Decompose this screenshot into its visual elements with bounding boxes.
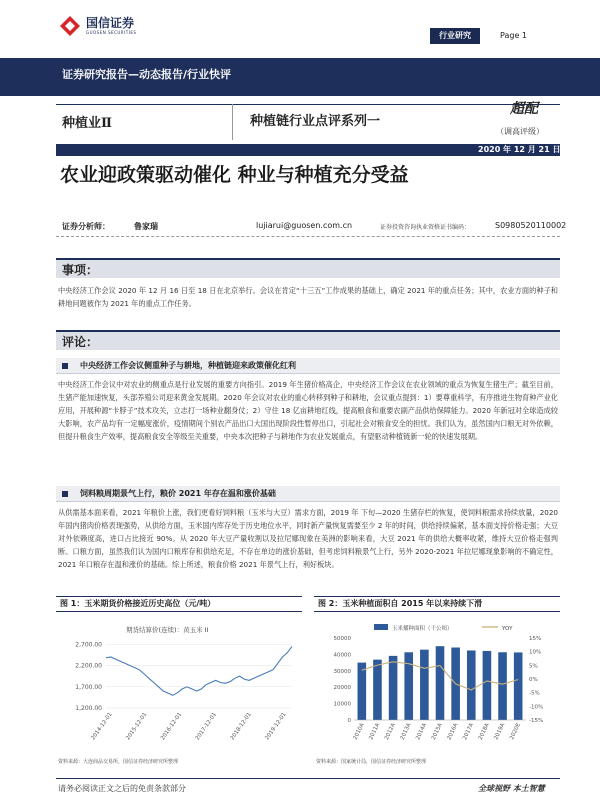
y-tick-label: 40000	[333, 652, 351, 659]
y2-tick-label: 5%	[529, 663, 538, 670]
logo-text: 国信证券	[86, 16, 135, 30]
chart-2-x-ticks	[353, 722, 523, 741]
bullet-square-icon	[62, 363, 68, 369]
bar	[467, 650, 476, 720]
x-tick-label: 2019A	[493, 722, 507, 741]
y2-tick-label: 15%	[529, 636, 542, 642]
bullet-square-icon	[62, 491, 68, 497]
legend-bar-label: 玉米播种面积（千公顷）	[392, 626, 453, 632]
series-title: 种植链行业点评系列一	[250, 114, 381, 129]
analyst-email[interactable]: lujiarui@guosen.com.cn	[256, 221, 353, 230]
y-tick-label: 50000	[333, 636, 351, 642]
chart-1-x-ticks	[90, 712, 287, 742]
section-title: 评论：	[62, 335, 99, 349]
y2-tick-label: 10%	[529, 649, 542, 656]
x-tick-label: 2014-12-01	[90, 711, 114, 742]
chart-1-gridlines	[106, 644, 292, 708]
y-tick-label: 1,700.00	[75, 683, 102, 691]
x-tick-label: 2010A	[352, 722, 366, 741]
x-tick-label: 2011A	[368, 722, 382, 741]
figure-2-label: 图 2：玉米种植面积自 2015 年以来持续下滑	[314, 596, 560, 612]
section-title: 事项：	[62, 263, 99, 277]
logo	[60, 14, 150, 40]
rating: 超配	[510, 101, 538, 117]
industry-name: 种植业Ⅱ	[62, 116, 112, 131]
figure-1-source: 资料来源：大连商品交易所，国信证券经济研究所整理	[58, 759, 179, 765]
x-tick-label: 2014A	[415, 722, 429, 741]
bar	[404, 652, 413, 720]
section-header-event	[56, 258, 560, 278]
logo-subtext: GUOSEN SECURITIES	[86, 30, 137, 35]
chart-1-title: 期货结算价(连续)：黄玉米 II	[126, 626, 209, 634]
bar	[498, 652, 507, 720]
footer-disclaimer: 请务必阅读正文之后的免责条款部分	[58, 784, 186, 793]
figure-2-chart	[314, 614, 560, 752]
x-tick-label: 2016A	[446, 722, 460, 741]
legend-bar-swatch	[374, 624, 388, 630]
page-title: 农业迎政策驱动催化 种业与种植充分受益	[60, 164, 409, 186]
y2-tick-label: -10%	[529, 704, 544, 711]
cert-label: 证券投资咨询执业资格证书编码：	[380, 224, 471, 231]
bar	[389, 656, 398, 720]
divider	[232, 104, 233, 140]
subsection-header	[56, 486, 560, 502]
subsection-header	[56, 358, 560, 374]
bar	[373, 660, 382, 720]
rating-note: （调高评级）	[496, 127, 544, 136]
figure-1-label: 图 1：玉米期货价格接近历史高位（元/吨）	[56, 596, 302, 612]
divider	[56, 104, 560, 105]
figure-2-source: 资料来源：国家统计局，国信证券经济研究所整理	[316, 759, 427, 765]
y-tick-label: 2,200.00	[75, 662, 102, 670]
y2-tick-label: -15%	[529, 718, 544, 724]
x-tick-label: 2018-12-01	[229, 711, 253, 742]
bar	[483, 651, 492, 720]
report-date: 2020 年 12 月 21 日	[478, 145, 561, 154]
footer-slogan: 全球视野 本土智慧	[478, 784, 545, 793]
bar	[358, 663, 367, 720]
x-tick-label: 2018A	[477, 722, 491, 741]
legend-line-label: YOY	[502, 626, 513, 632]
divider	[56, 236, 560, 237]
x-tick-label: 2017A	[462, 722, 476, 741]
chart-1-y-ticks	[75, 641, 102, 712]
x-tick-label: 2015-12-01	[125, 711, 149, 742]
footer-divider	[56, 778, 560, 779]
report-type-tag: 行业研究	[430, 28, 480, 44]
chart-1-series-line	[106, 646, 292, 695]
x-tick-label: 2013A	[399, 722, 413, 741]
guosen-logo-icon	[60, 16, 80, 36]
subsection-title: 饲料粮周期景气上行，粮价 2021 年存在温和涨价基础	[80, 489, 276, 498]
y-tick-label: 2,700.00	[75, 641, 102, 649]
bar	[436, 646, 445, 720]
comment-paragraph-2: 从供需基本面来看，2021 年粮价上涨，我们更看好饲料粮（玉米与大豆）需求方面，2019 年 下旬—2020 生猪存栏的恢复，使饲料粮需求持续放量，2020 年国内猪肉价格表现强势，从供给方面，玉米国内库存处于历史地位水平，同时新产量恢复需要至少 2 年的时间，供给持续偏紧，基本面支持价格走强；大豆对外依赖度高，进口占比接近 90%。从 2020 年大豆产量收割以及拉尼娜现象在美洲的影响来看，大豆 2021 年的供给大概率收紧，维持大豆价格走强判断。口粮方面，虽然我们认为国内口粮库存和供给充足，不存在单边的涨价基础，但考虑饲料粮景气上行，另外 2020-2021 年拉尼娜现象影响的不确定性，2021 年口粮存在温和涨价的基础。综上所述，粮食价格 2021 年景气上行，利好板块。	[58, 508, 558, 569]
y-tick-label: 1,200.00	[75, 705, 102, 712]
chart-2-y-ticks	[334, 636, 352, 724]
subsection-title: 中央经济工作会议侧重种子与耕地，种植链迎来政策催化红利	[80, 361, 296, 370]
y-tick-label: 30000	[333, 668, 351, 675]
event-text: 中央经济工作会议 2020 年 12 月 16 日至 18 日在北京举行。会议在肯定“十三五”工作成果的基础上，确定 2021 年的重点任务；其中，农业方面的种子和耕地问题被作为 2021 年的重点工作任务。	[58, 286, 558, 308]
bar	[514, 652, 523, 720]
y2-tick-label: -5%	[529, 690, 540, 697]
x-tick-label: 2020E	[509, 722, 522, 741]
y-tick-label: 0	[347, 718, 351, 724]
x-tick-label: 2016-12-01	[159, 711, 184, 742]
analyst-label: 证券分析师：	[62, 222, 110, 231]
y-tick-label: 10000	[333, 701, 351, 708]
page-number: Page 1	[500, 31, 527, 40]
x-tick-label: 2019-12-01	[264, 711, 288, 742]
section-header-comment	[56, 330, 560, 350]
x-tick-label: 2015A	[430, 722, 444, 741]
analyst-name: 鲁家瑞	[134, 222, 158, 231]
comment-paragraph-1: 中央经济工作会议中对农业的侧重点是行业发展的重要方向指引。2019 年生猪价格高企，中央经济工作会议在农业领域的重点为恢复生猪生产；截至目前，生猪产能加速恢复，头部养殖公司迎来黄金发展期。2020 年会议对农业的重心转移到种子和耕地，会议重点提到：1）要尊重科学，有序推进生物育种产业化应用，开展种源“卡脖子”技术攻关，立志打一场种业翻身仗；2）守住 18 亿亩耕地红线，提高粮食和重要农副产品供给保障能力。2020 年新冠对全球造成较大影响，农产品均有一定幅度涨价，疫情期间个别农产品出口大国出现阶段性暂停出口，引起社会对粮食安全的担忧。我们认为，虽然国内口粮无对外依赖，但提升粮食生产效率，提高粮食安全等级至关重要，中央本次把种子与耕地作为农业发展重点，有望驱动种植链新一轮的快速发展期。	[58, 380, 558, 441]
x-tick-label: 2017-12-01	[194, 711, 219, 742]
x-tick-label: 2012A	[383, 722, 397, 741]
chart-2-bars	[354, 646, 526, 720]
y-tick-label: 20000	[333, 685, 351, 692]
figure-1-chart	[56, 614, 302, 752]
chart-2-y2-ticks	[529, 636, 543, 724]
bar	[420, 650, 429, 720]
y2-tick-label: 0%	[529, 677, 538, 683]
cert-number: S0980520110002	[495, 221, 567, 230]
report-category: 证券研究报告—动态报告/行业快评	[62, 68, 232, 81]
